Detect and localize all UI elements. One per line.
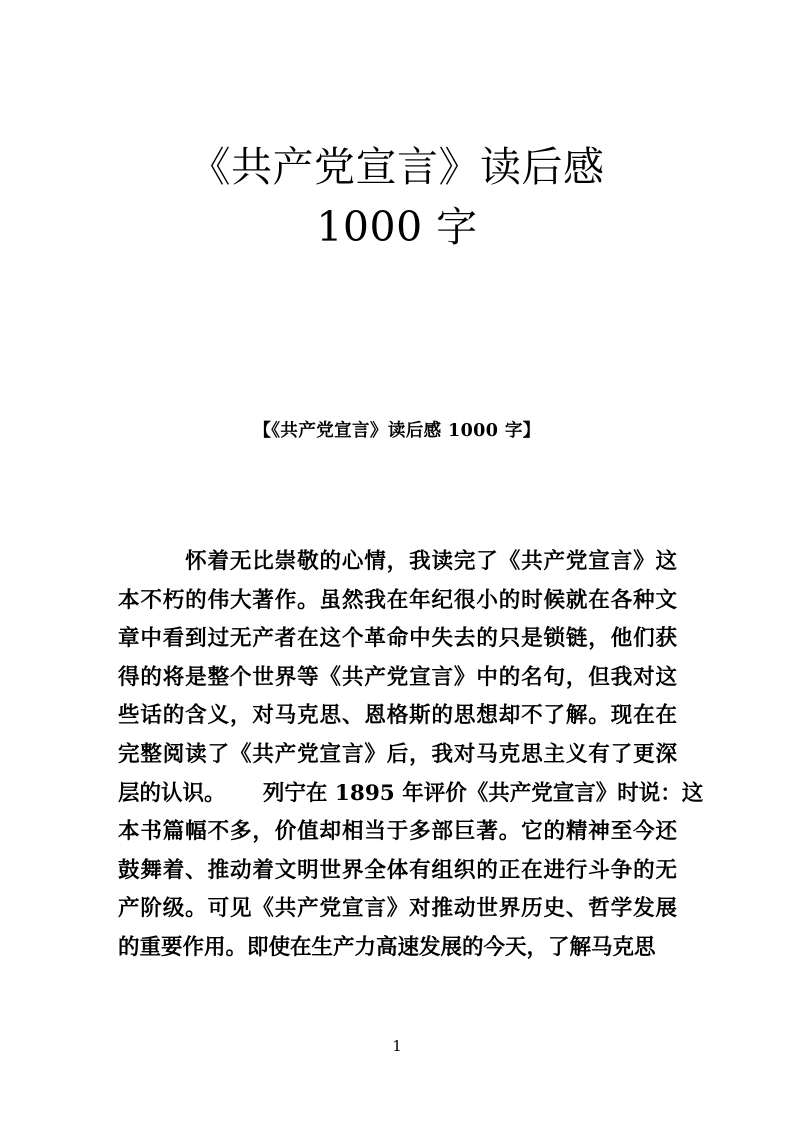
page-number: 1	[392, 1037, 402, 1055]
body-line: 些话的含义，对马克思、恩格斯的思想却不了解。现在在	[118, 703, 677, 729]
body-line: 本不朽的伟大著作。虽然我在年纪很小的时候就在各种文	[118, 587, 677, 613]
body-line: 鼓舞着、推动着文明世界全体有组织的正在进行斗争的无	[118, 857, 677, 883]
body-line: 完整阅读了《共产党宣言》后，我对马克思主义有了更深	[118, 741, 677, 767]
document-subtitle	[118, 418, 676, 444]
body-line: 章中看到过无产者在这个革命中失去的只是锁链，他们获	[118, 626, 677, 652]
body-line: 层的认识。 列宁在 1895 年评价《共产党宣言》时说：这	[118, 780, 704, 806]
body-line: 的重要作用。即使在生产力高速发展的今天，了解马克思	[118, 934, 656, 960]
body-line: 产阶级。可见《共产党宣言》对推动世界历史、哲学发展	[118, 896, 677, 922]
subtitle-text: 【《共产党宣言》读后感 1000 字】	[253, 421, 541, 441]
body-line: 本书篇幅不多，价值却相当于多部巨著。它的精神至今还	[118, 819, 677, 845]
body-line: 得的将是整个世界等《共产党宣言》中的名句，但我对这	[118, 664, 677, 690]
document-footer	[0, 1036, 794, 1056]
document-title	[0, 137, 794, 257]
document-body	[118, 543, 704, 968]
body-line: 怀着无比崇敬的心情，我读完了《共产党宣言》这	[118, 549, 677, 574]
title-line-2: 1000 字	[316, 203, 478, 251]
title-line-1: 《共产党宣言》读后感	[189, 143, 605, 191]
